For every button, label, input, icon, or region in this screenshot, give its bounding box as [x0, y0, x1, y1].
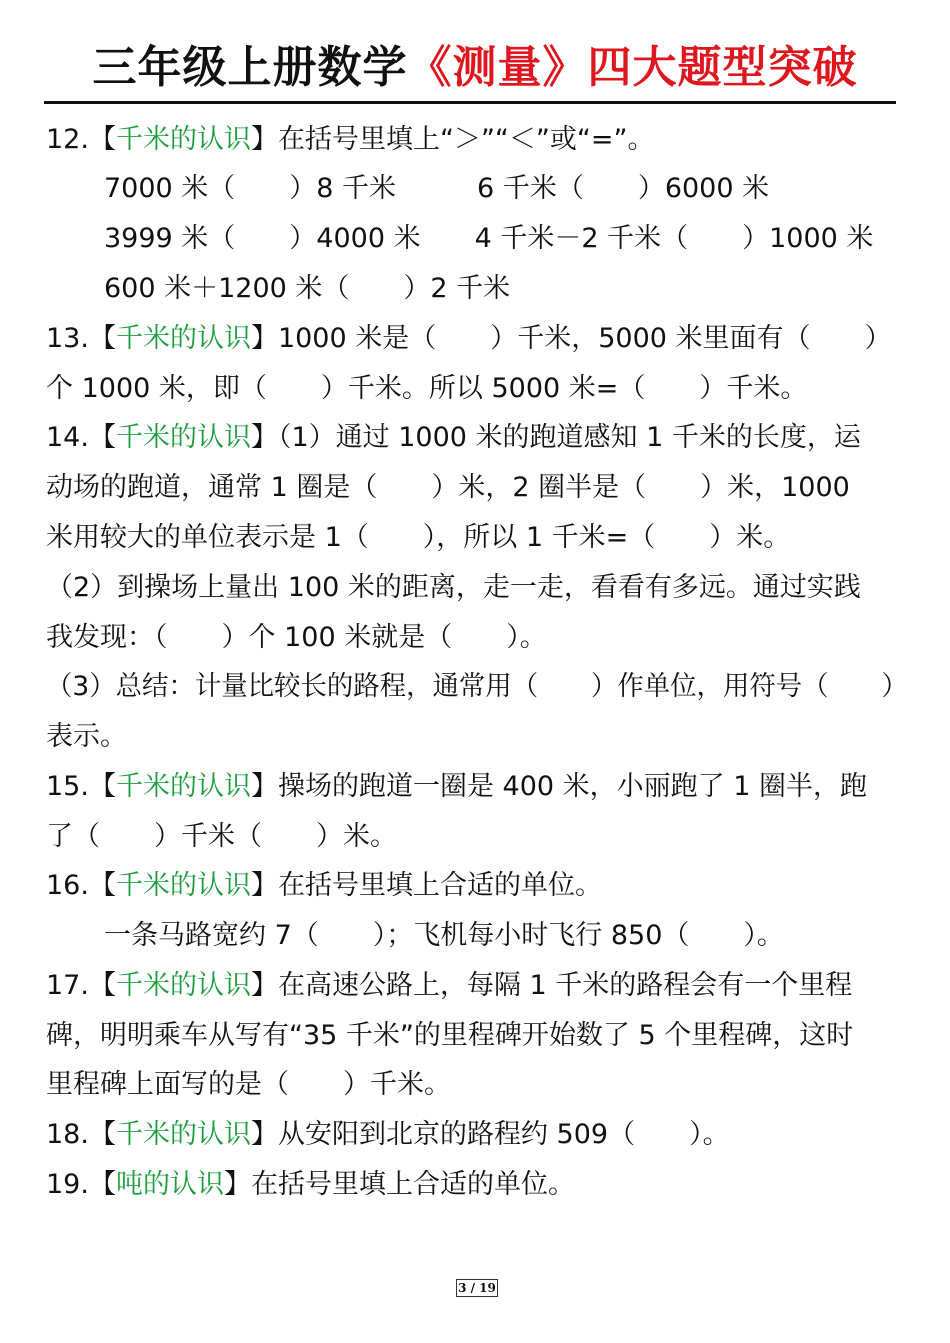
bracket-right: 】 — [250, 124, 278, 155]
bracket-right: 】 — [250, 422, 278, 453]
q14-cont1: 动场的跑道，通常 1 圈是（ ）米，2 圈半是（ ）米，1000 — [46, 472, 850, 503]
title-black: 三年级上册数学 — [92, 42, 408, 93]
bracket-left: 【 — [88, 422, 116, 453]
bracket-left: 【 — [88, 1169, 116, 1200]
question-text: 在括号里填上合适的单位。 — [277, 870, 602, 901]
question-text: 操场的跑道一圈是 400 米，小丽跑了 1 圈半，跑 — [277, 771, 867, 802]
bracket-right: 】 — [250, 870, 278, 901]
question-text: 在括号里填上合适的单位。 — [250, 1169, 575, 1200]
q18-header — [46, 1117, 730, 1153]
question-text: 在高速公路上，每隔 1 千米的路程会有一个里程 — [277, 970, 853, 1001]
bracket-left: 【 — [88, 870, 116, 901]
question-text: 在括号里填上“＞”“＜”或“=”。 — [277, 124, 655, 155]
q17-header — [46, 968, 852, 1004]
topic-tag: 千米的认识 — [115, 771, 251, 802]
q14-part3-cont: 表示。 — [46, 721, 127, 752]
q14-cont2: 米用较大的单位表示是 1（ ），所以 1 千米=（ ）米。 — [46, 522, 791, 553]
q17-cont2: 里程碑上面写的是（ ）千米。 — [46, 1069, 451, 1100]
title-underline — [44, 101, 896, 104]
bracket-right: 】 — [250, 1119, 278, 1150]
topic-tag: 千米的认识 — [115, 422, 251, 453]
q19-header — [46, 1167, 575, 1203]
bracket-left: 【 — [88, 1119, 116, 1150]
topic-tag: 千米的认识 — [115, 323, 251, 354]
q14-part2: （2）到操场上量出 100 米的距离，走一走，看看有多远。通过实践 — [46, 572, 861, 603]
bracket-right: 】 — [250, 970, 278, 1001]
topic-tag: 千米的认识 — [115, 970, 251, 1001]
topic-tag: 千米的认识 — [115, 1119, 251, 1150]
question-number: 14. — [46, 422, 89, 453]
question-text: 从安阳到北京的路程约 509（ ）。 — [277, 1119, 730, 1150]
question-number: 16. — [46, 870, 89, 901]
q14-part3: （3）总结：计量比较长的路程，通常用（ ）作单位，用符号（ ） — [46, 671, 908, 702]
q13-header — [46, 321, 892, 357]
bracket-right: 】 — [223, 1169, 251, 1200]
question-number: 19. — [46, 1169, 89, 1200]
q14-header — [46, 420, 861, 456]
page-title — [0, 42, 950, 93]
q12-row3: 600 米＋1200 米（ ）2 千米 — [104, 273, 511, 304]
bracket-right: 】 — [250, 323, 278, 354]
q15-cont: 了（ ）千米（ ）米。 — [46, 821, 397, 852]
bracket-left: 【 — [88, 124, 116, 155]
question-text: 1000 米是（ ）千米，5000 米里面有（ ） — [277, 323, 892, 354]
bracket-left: 【 — [88, 323, 116, 354]
question-text: （1）通过 1000 米的跑道感知 1 千米的长度，运 — [277, 422, 861, 453]
q13-cont: 个 1000 米，即（ ）千米。所以 5000 米=（ ）千米。 — [46, 373, 808, 404]
bracket-left: 【 — [88, 771, 116, 802]
q12-row1: 7000 米（ ）8 千米 6 千米（ ）6000 米 — [104, 173, 770, 204]
topic-tag: 千米的认识 — [115, 124, 251, 155]
topic-tag: 千米的认识 — [115, 870, 251, 901]
bracket-right: 】 — [250, 771, 278, 802]
q12-row2: 3999 米（ ）4000 米 4 千米－2 千米（ ）1000 米 — [104, 223, 874, 254]
question-number: 13. — [46, 323, 89, 354]
question-number: 17. — [46, 970, 89, 1001]
q12-header — [46, 122, 655, 158]
title-red: 《测量》四大题型突破 — [407, 42, 858, 93]
q15-header — [46, 769, 867, 805]
q16-header — [46, 868, 602, 904]
question-number: 12. — [46, 124, 89, 155]
q14-part2-cont: 我发现：（ ）个 100 米就是（ ）。 — [46, 622, 547, 653]
page-number: 3 / 19 — [456, 1279, 498, 1297]
question-number: 18. — [46, 1119, 89, 1150]
q16-row: 一条马路宽约 7（ ）；飞机每小时飞行 850（ ）。 — [104, 920, 784, 951]
q17-cont1: 碑，明明乘车从写有“35 千米”的里程碑开始数了 5 个里程碑，这时 — [46, 1020, 854, 1051]
topic-tag: 吨的认识 — [115, 1169, 224, 1200]
bracket-left: 【 — [88, 970, 116, 1001]
question-number: 15. — [46, 771, 89, 802]
